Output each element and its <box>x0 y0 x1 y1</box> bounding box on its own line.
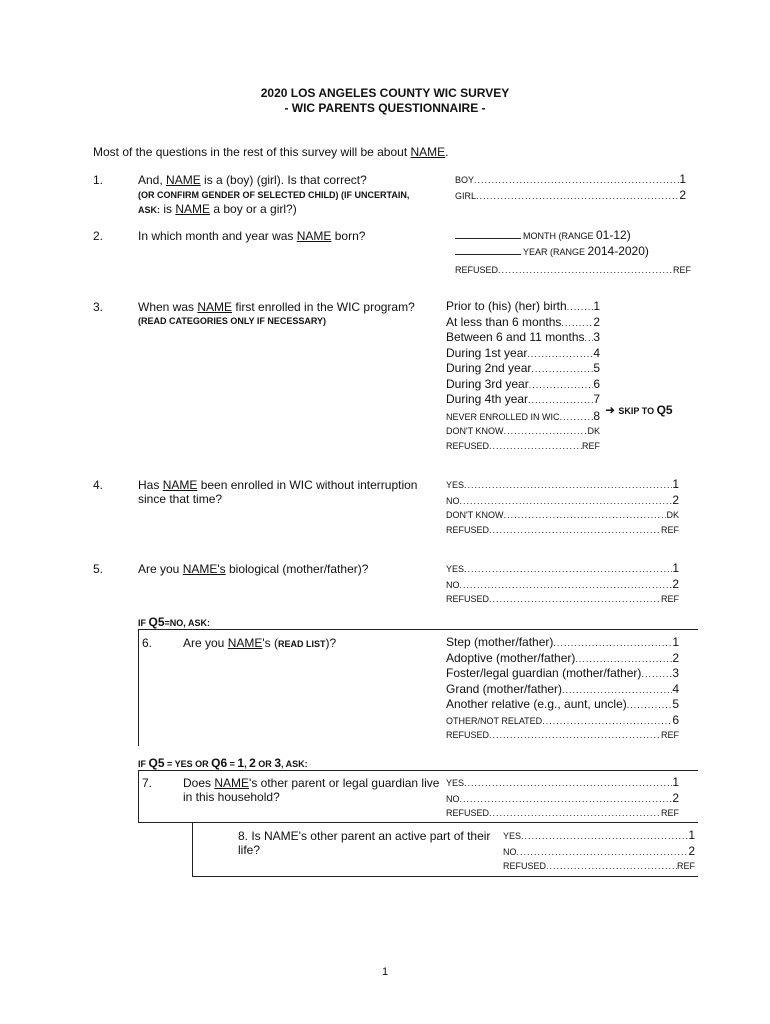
survey-title: 2020 LOS ANGELES COUNTY WIC SURVEY <box>260 86 510 100</box>
q2-number: 2. <box>93 229 104 243</box>
q6-condition: IF Q5=NO, ASK: <box>138 615 210 629</box>
q8-answers <box>503 828 695 874</box>
q7-text: Does NAME's other parent or legal guardian live in this household? <box>183 776 440 804</box>
page-number: 1 <box>381 966 389 978</box>
answer-option[interactable]: Adoptive (mother/father) ..... 2 <box>446 651 679 667</box>
q5-number: 5. <box>93 562 104 576</box>
q7-answers <box>446 775 679 821</box>
q6-text: Are you NAME's (READ LIST)? <box>183 636 337 650</box>
answer-option[interactable]: BOY ..... 1 <box>455 172 686 188</box>
answer-option[interactable]: REFUSED ..... REF <box>446 439 600 454</box>
q1-text: And, NAME is a (boy) (girl). Is that correct? (OR CONFIRM GENDER OF SELECTED CHILD) (IF UNCERTAIN, ASK: is NAME a boy or a girl?) <box>138 173 410 216</box>
answer-option[interactable]: REFUSED ..... REF <box>446 523 679 538</box>
answer-option[interactable]: REFUSED ..... REF <box>446 806 679 821</box>
answer-option[interactable]: YES ..... 1 <box>446 561 679 577</box>
answer-option[interactable]: REFUSED ..... REF <box>455 263 691 278</box>
divider <box>138 629 139 746</box>
month-field[interactable]: MONTH (RANGE 01-12) <box>455 228 691 244</box>
q5-text: Are you NAME's biological (mother/father)? <box>138 562 369 576</box>
q7-condition: IF Q5 = YES OR Q6 = 1, 2 OR 3, ASK: <box>138 756 308 770</box>
intro-text: Most of the questions in the rest of this survey will be about NAME. <box>93 145 449 159</box>
q7-number: 7. <box>142 776 153 790</box>
answer-option[interactable]: During 3rd year ..... 6 <box>446 377 600 393</box>
year-field[interactable]: YEAR (RANGE 2014-2020) <box>455 244 691 260</box>
answer-option[interactable]: NEVER ENROLLED IN WIC ..... 8 <box>446 409 600 425</box>
answer-option[interactable]: During 1st year ..... 4 <box>446 346 600 362</box>
answer-option[interactable]: During 2nd year ..... 5 <box>446 361 600 377</box>
answer-option[interactable]: NO ..... 2 <box>503 844 695 860</box>
answer-option[interactable]: YES ..... 1 <box>503 828 695 844</box>
answer-option[interactable]: YES ..... 1 <box>446 477 679 493</box>
answer-option[interactable]: REFUSED ..... REF <box>446 728 679 743</box>
answer-option[interactable]: At less than 6 months ..... 2 <box>446 315 600 331</box>
answer-option[interactable]: Prior to (his) (her) birth ..... 1 <box>446 299 600 315</box>
answer-option[interactable]: YES ..... 1 <box>446 775 679 791</box>
q3-text: When was NAME first enrolled in the WIC program? (READ CATEGORIES ONLY IF NECESSARY) <box>138 300 415 326</box>
answer-option[interactable]: NO ..... 2 <box>446 577 679 593</box>
q1-answers <box>455 172 686 203</box>
answer-option[interactable]: GIRL ..... 2 <box>455 188 686 204</box>
divider <box>192 822 193 876</box>
answer-option[interactable]: Foster/legal guardian (mother/father) ..... 3 <box>446 666 679 682</box>
answer-option[interactable]: Step (mother/father) ..... 1 <box>446 635 679 651</box>
q2-answers <box>455 228 691 278</box>
q5-answers <box>446 561 679 607</box>
answer-option[interactable]: DON'T KNOW ..... DK <box>446 508 679 523</box>
answer-option[interactable]: Grand (mother/father) ..... 4 <box>446 682 679 698</box>
answer-option[interactable]: REFUSED ..... REF <box>503 859 695 874</box>
answer-option[interactable]: Between 6 and 11 months ..... 3 <box>446 330 600 346</box>
arrow-right-icon: ➜ <box>605 403 616 417</box>
answer-option[interactable]: During 4th year ..... 7 <box>446 392 600 408</box>
survey-subtitle: - WIC PARENTS QUESTIONNAIRE - <box>284 101 486 115</box>
divider <box>192 876 698 877</box>
q3-answers <box>446 299 600 453</box>
divider <box>138 629 698 630</box>
q4-text: Has NAME been enrolled in WIC without interruption since that time? <box>138 478 418 506</box>
divider <box>138 770 698 771</box>
q4-number: 4. <box>93 478 104 492</box>
answer-option[interactable]: REFUSED ..... REF <box>446 592 679 607</box>
q1-number: 1. <box>93 173 104 187</box>
q6-number: 6. <box>142 636 153 650</box>
divider <box>138 770 139 822</box>
answer-option[interactable]: Another relative (e.g., aunt, uncle) ..... 5 <box>446 697 679 713</box>
q6-answers <box>446 635 679 743</box>
q3-number: 3. <box>93 300 104 314</box>
answer-option[interactable]: NO ..... 2 <box>446 791 679 807</box>
divider <box>138 822 698 823</box>
q2-text: In which month and year was NAME born? <box>138 229 366 243</box>
answer-option[interactable]: OTHER/NOT RELATED ..... 6 <box>446 713 679 729</box>
answer-option[interactable]: NO ..... 2 <box>446 493 679 509</box>
answer-option[interactable]: DON'T KNOW ..... DK <box>446 424 600 439</box>
q4-answers <box>446 477 679 537</box>
q8-text: 8. Is NAME's other parent an active part of their life? <box>238 829 491 857</box>
skip-instruction: ➜ SKIP TO Q5 <box>605 403 673 417</box>
